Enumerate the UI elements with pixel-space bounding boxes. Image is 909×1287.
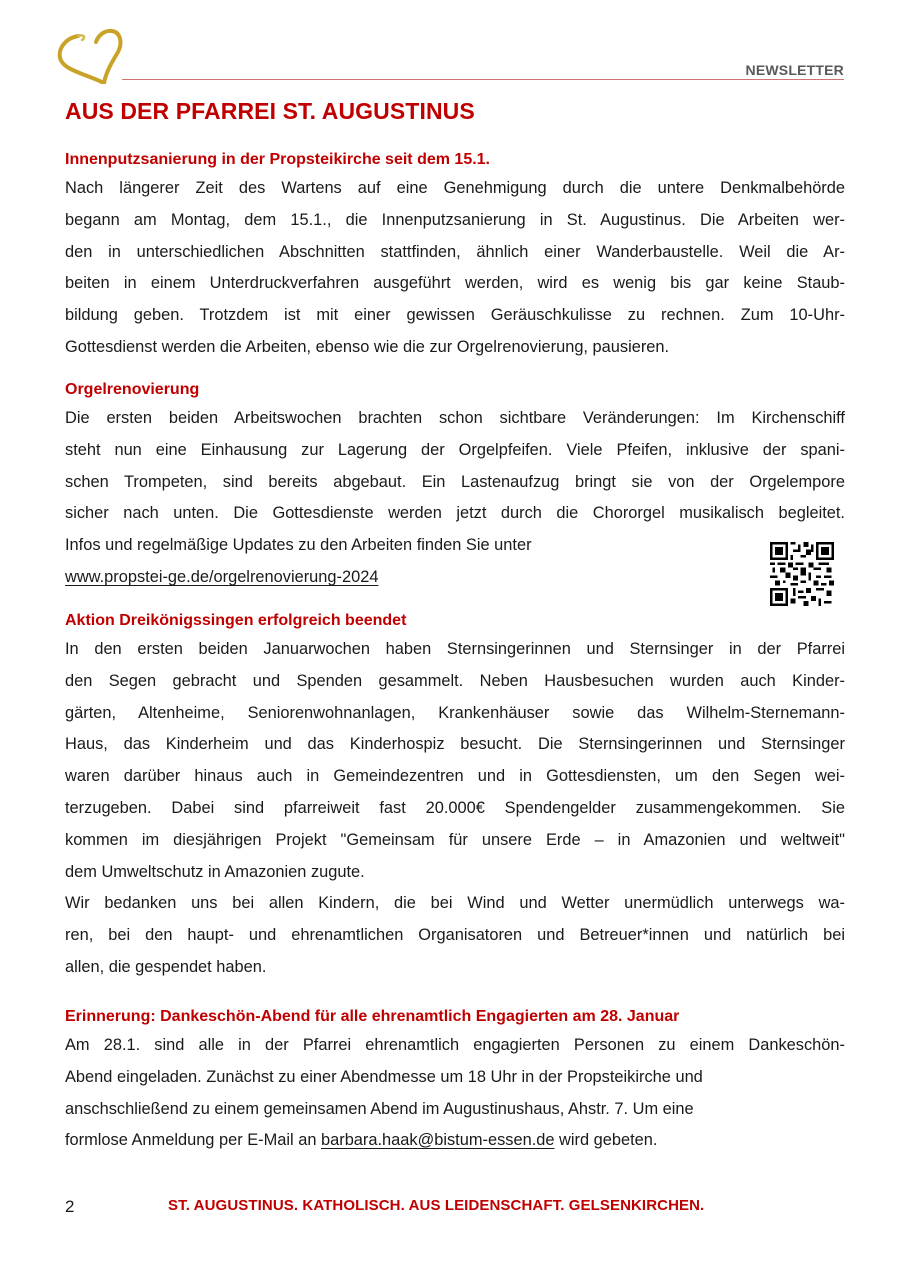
text-line: Wir bedanken uns bei allen Kindern, die bei Wind und Wetter unermüdlich unterwegs wa- (65, 894, 845, 913)
section-heading: Erinnerung: Dankeschön-Abend für alle ehrenamtlich Engagierten am 28. Januar (65, 1008, 680, 1025)
text-line: bildung geben. Trotzdem ist mit einer gewissen Geräuschkulisse zu rechnen. Zum 10-Uhr- (65, 306, 845, 325)
qr-code-icon (769, 542, 835, 606)
text-line: allen, die gespendet haben. (65, 957, 267, 976)
newsletter-label: NEWSLETTER (745, 62, 844, 78)
text-line: Die ersten beiden Arbeitswochen brachten schon sichtbare Veränderungen: Im Kirchenschiff (65, 409, 845, 427)
email-link[interactable]: barbara.haak@bistum-essen.de (321, 1131, 555, 1150)
text-line (65, 1125, 845, 1157)
section-body (65, 1030, 845, 1157)
text-line: begann am Montag, dem 15.1., die Innenputzsanierung in St. Augustinus. Die Arbeiten wer- (65, 210, 845, 229)
text-line: steht nun eine Einhausung zur Lagerung der Orgelpfeifen. Viele Pfeifen, inklusive der spani- (65, 440, 845, 459)
text-line: sicher nach unten. Die Gottesdienste werden jetzt durch die Chororgel musikalisch begleitet. (65, 504, 845, 523)
text-line: den Segen gebracht und Spenden gesammelt. Neben Hausbesuchen wurden auch Kinder- (65, 671, 845, 690)
header-rule (122, 79, 844, 80)
text-line: ren, bei den haupt- und ehrenamtlichen Organisatoren und Betreuer*innen und natürlich bei (65, 926, 845, 945)
text-line: Haus, das Kinderheim und das Kinderhospiz besucht. Die Sternsingerinnen und Sternsinger (65, 735, 845, 754)
text-line (65, 562, 845, 594)
text-line: dem Umweltschutz in Amazonien zugute. (65, 862, 365, 881)
page-number: 2 (65, 1197, 75, 1216)
section-orgelrenovierung (65, 377, 845, 594)
footer-slogan: ST. AUGUSTINUS. KATHOLISCH. AUS LEIDENSCHAFT. GELSENKIRCHEN. (168, 1197, 705, 1214)
section-dreikoenigssingen (65, 608, 845, 984)
text-fragment: wird gebeten. (554, 1131, 658, 1150)
text-line: kommen im diesjährigen Projekt "Gemeinsam für unsere Erde – in Amazonien und weltweit" (65, 830, 845, 849)
section-heading: Orgelrenovierung (65, 381, 200, 398)
text-line: Am 28.1. sind alle in der Pfarrei ehrenamtlich engagierten Personen zu einem Dankeschön- (65, 1036, 845, 1054)
text-line: Abend eingeladen. Zunächst zu einer Abendmesse um 18 Uhr in der Propsteikirche und (65, 1067, 703, 1086)
text-line: beiten in einem Unterdruckverfahren ausgeführt werden, wird es wenig bis gar keine Staub- (65, 274, 845, 293)
text-line: In den ersten beiden Januarwochen haben Sternsingerinnen und Sternsinger in der Pfarrei (65, 640, 845, 658)
section-heading: Aktion Dreikönigssingen erfolgreich beendet (65, 612, 407, 629)
section-heading: Innenputzsanierung in der Propsteikirche seit dem 15.1. (65, 151, 490, 168)
text-line: Nach längerer Zeit des Wartens auf eine Genehmigung durch die untere Denkmalbehörde (65, 179, 845, 197)
text-fragment: formlose Anmeldung per E-Mail an (65, 1131, 321, 1150)
golden-heart-icon (56, 28, 126, 84)
text-line: Infos und regelmäßige Updates zu den Arbeiten finden Sie unter (65, 536, 532, 555)
page-title: AUS DER PFARREI ST. AUGUSTINUS (65, 98, 475, 124)
text-line: schen Trompeten, sind bereits abgebaut. Ein Lastenaufzug bringt sie von der Orgelempore (65, 472, 845, 491)
orgelrenovierung-link[interactable]: www.propstei-ge.de/orgelrenovierung-2024 (65, 567, 379, 586)
text-line: terzugeben. Dabei sind pfarreiweit fast 20.000€ Spendengelder zusammengekommen. Sie (65, 798, 845, 817)
section-body (65, 173, 845, 364)
section-dankeschoen-abend (65, 1004, 845, 1157)
text-line: Gottesdienst werden die Arbeiten, ebenso wie die zur Orgelrenovierung, pausieren. (65, 337, 670, 356)
section-body (65, 403, 845, 594)
section-innenputzsanierung (65, 147, 845, 364)
text-line: anschschließend zu einem gemeinsamen Abend im Augustinushaus, Ahstr. 7. Um eine (65, 1099, 694, 1118)
text-line: waren darüber hinaus auch in Gemeindezentren und in Gottesdiensten, um den Segen wei- (65, 767, 845, 786)
text-line: gärten, Altenheime, Seniorenwohnanlagen, Krankenhäuser sowie das Wilhelm-Sternemann- (65, 703, 845, 722)
section-body (65, 634, 845, 984)
text-line: den in unterschiedlichen Abschnitten stattfinden, ähnlich einer Wanderbaustelle. Weil die Ar- (65, 242, 845, 261)
